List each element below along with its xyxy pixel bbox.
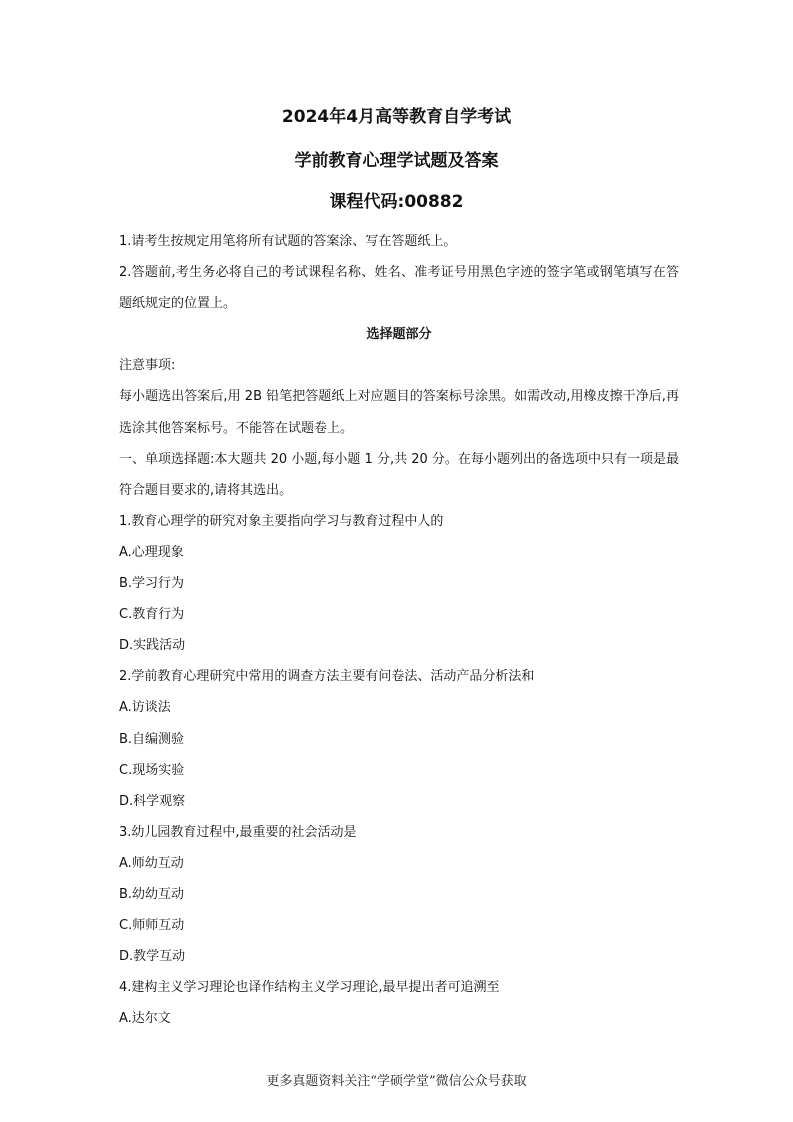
instruction-1: 1.请考生按规定用笔将所有试题的答案涂、写在答题纸上。 — [119, 234, 457, 249]
question-stem: 3.幼儿园教育过程中,最重要的社会活动是 — [119, 824, 357, 840]
section-title: 选择题部分 — [366, 327, 432, 343]
question-stem: 4.建构主义学习理论也译作结构主义学习理论,最早提出者可追溯至 — [119, 980, 500, 996]
option-a: A.师幼互动 — [119, 855, 184, 871]
option-c: C.教育行为 — [119, 607, 185, 623]
option-d: D.实践活动 — [119, 638, 186, 654]
option-d: D.科学观察 — [119, 793, 186, 809]
option-a: A.达尔文 — [119, 1011, 171, 1027]
exam-title: 2024年4月高等教育自学考试 — [281, 107, 512, 127]
page-footer: 更多真题资料关注“学硕学堂”微信公众号获取 — [266, 1074, 527, 1089]
question-4 — [119, 972, 679, 1034]
course-code: 课程代码:00882 — [329, 192, 464, 212]
option-b: B.自编测验 — [119, 731, 185, 747]
notes-text: 每小题选出答案后,用 2B 铅笔把答题纸上对应题目的答案标号涂黑。如需改动,用橡皮擦干净后,再选涂其他答案标号。不能答在试题卷上。 — [119, 389, 679, 436]
option-d: D.教学互动 — [119, 949, 186, 965]
question-stem: 2.学前教育心理研究中常用的调查方法主要有问卷法、活动产品分析法和 — [119, 669, 535, 685]
question-stem: 1.教育心理学的研究对象主要指向学习与教育过程中人的 — [119, 513, 444, 529]
part-intro: 一、单项选择题:本大题共 20 小题,每小题 1 分,共 20 分。在每小题列出的备选项中只有一项是最符合题目要求的,请将其选出。 — [119, 451, 679, 498]
option-b: B.学习行为 — [119, 576, 185, 592]
exam-content — [119, 226, 679, 1034]
question-2 — [119, 661, 679, 816]
question-1 — [119, 506, 679, 661]
notes-label: 注意事项: — [119, 358, 176, 374]
option-b: B.幼幼互动 — [119, 886, 185, 902]
option-c: C.现场实验 — [119, 762, 185, 778]
instruction-2: 2.答题前,考生务必将自己的考试课程名称、姓名、准考证号用黑色字迹的签字笔或钢笔填写在答题纸规定的位置上。 — [119, 265, 679, 312]
option-a: A.心理现象 — [119, 544, 184, 560]
exam-subject-title: 学前教育心理学试题及答案 — [294, 151, 499, 171]
option-a: A.访谈法 — [119, 700, 171, 716]
question-3 — [119, 817, 679, 972]
option-c: C.师师互动 — [119, 918, 185, 934]
